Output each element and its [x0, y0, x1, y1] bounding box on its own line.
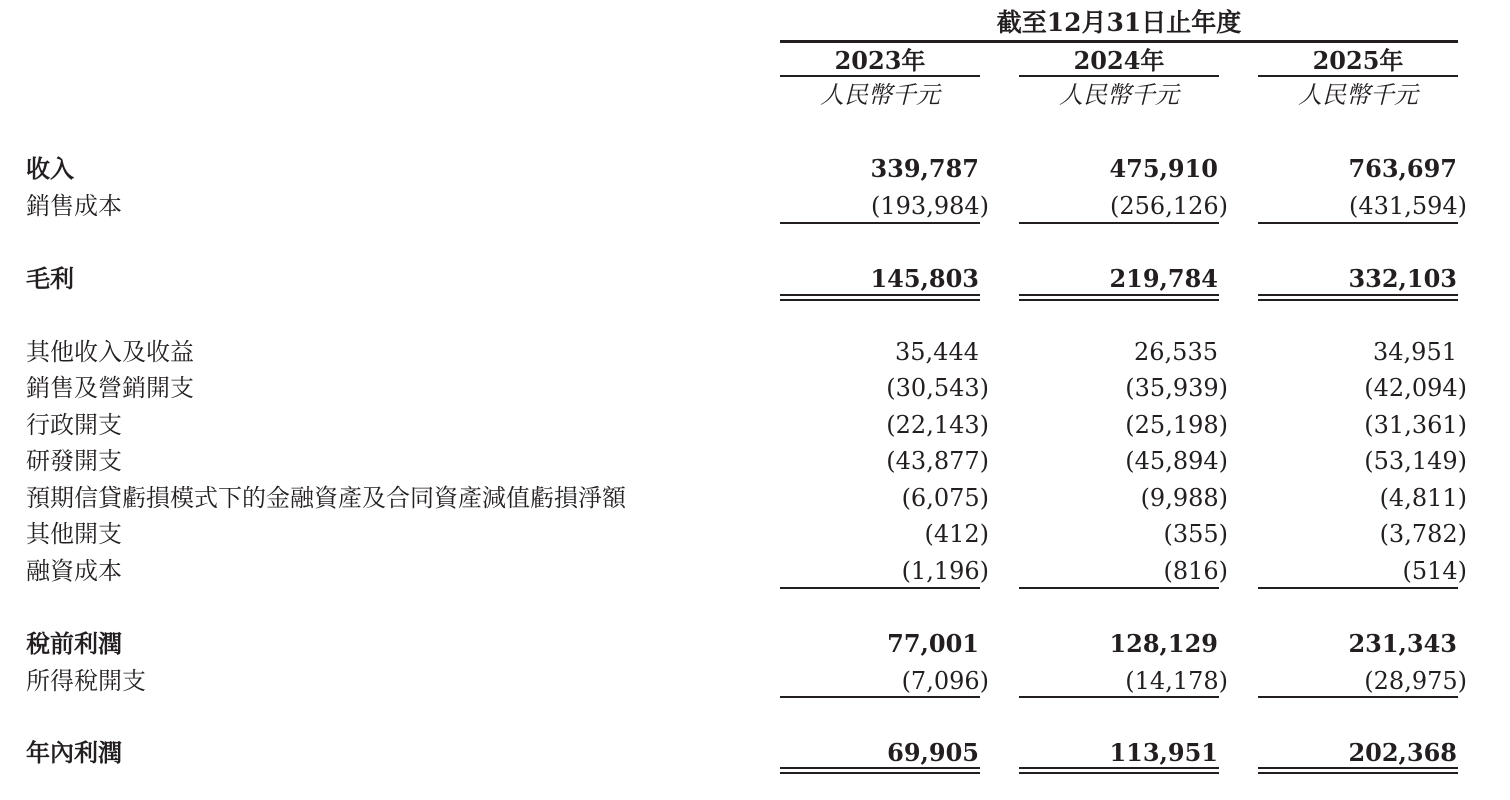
row-label: 研發開支 [26, 447, 122, 475]
row-value-2025: 34,951 [1373, 338, 1457, 366]
row-value-2025: (31,361) [1364, 411, 1467, 439]
row-value-2023: 339,787 [870, 154, 979, 183]
row-value-2025: 763,697 [1348, 154, 1457, 183]
row-value-2024: 475,910 [1109, 154, 1218, 183]
subtotal-rule [780, 696, 980, 698]
row-value-2024: 219,784 [1109, 264, 1218, 293]
row-value-2024: (256,126) [1110, 192, 1228, 220]
row-value-2024: (25,198) [1125, 411, 1228, 439]
subtotal-rule [1258, 696, 1458, 698]
subtotal-rule [1019, 587, 1219, 589]
row-value-2024: (14,178) [1125, 667, 1228, 695]
total-double-rule [1258, 294, 1458, 301]
period-header: 截至12月31日止年度 [996, 8, 1242, 37]
row-value-2023: (1,196) [901, 557, 989, 585]
row-value-2024: (355) [1163, 520, 1228, 548]
row-label: 行政開支 [26, 411, 122, 439]
total-double-rule [1019, 767, 1219, 774]
row-value-2023: 69,905 [887, 738, 979, 767]
row-value-2024: (9,988) [1140, 484, 1228, 512]
subtotal-rule [1019, 696, 1219, 698]
row-value-2025: (28,975) [1364, 667, 1467, 695]
row-value-2023: (43,877) [886, 447, 989, 475]
row-value-2025: 202,368 [1348, 738, 1457, 767]
row-label: 其他收入及收益 [26, 338, 194, 366]
row-value-2025: (53,149) [1364, 447, 1467, 475]
row-value-2025: (3,782) [1379, 520, 1467, 548]
row-value-2023: (30,543) [886, 374, 989, 402]
row-label: 融資成本 [26, 557, 122, 585]
row-value-2024: 128,129 [1109, 629, 1218, 658]
row-label: 毛利 [26, 264, 74, 293]
row-value-2024: (816) [1163, 557, 1228, 585]
row-value-2025: 332,103 [1348, 264, 1457, 293]
total-double-rule [780, 294, 980, 301]
row-value-2023: 145,803 [870, 264, 979, 293]
subtotal-rule [780, 587, 980, 589]
row-label: 預期信貸虧損模式下的金融資產及合同資產減值虧損淨額 [26, 484, 626, 512]
year-header-2023: 2023年 [834, 46, 926, 75]
row-value-2025: 231,343 [1348, 629, 1457, 658]
row-label: 年內利潤 [26, 738, 122, 767]
subtotal-rule [1258, 222, 1458, 224]
row-label: 所得稅開支 [26, 667, 146, 695]
row-value-2025: (431,594) [1349, 192, 1467, 220]
row-value-2023: (7,096) [901, 667, 989, 695]
row-value-2025: (42,094) [1364, 374, 1467, 402]
total-double-rule [1019, 294, 1219, 301]
row-label: 稅前利潤 [26, 629, 122, 658]
year-header-2025: 2025年 [1312, 46, 1404, 75]
row-value-2023: 35,444 [895, 338, 979, 366]
row-label: 其他開支 [26, 520, 122, 548]
row-value-2023: 77,001 [887, 629, 979, 658]
period-underline [780, 40, 1458, 43]
year-header-2024: 2024年 [1073, 46, 1165, 75]
row-value-2024: 113,951 [1109, 738, 1218, 767]
row-value-2024: 26,535 [1134, 338, 1218, 366]
unit-label-2024: 人民幣千元 [1059, 81, 1179, 109]
row-value-2024: (35,939) [1125, 374, 1228, 402]
row-label: 銷售成本 [26, 192, 122, 220]
row-value-2025: (4,811) [1379, 484, 1467, 512]
year-underline-2023 [780, 75, 980, 77]
row-value-2023: (193,984) [871, 192, 989, 220]
row-value-2024: (45,894) [1125, 447, 1228, 475]
unit-label-2025: 人民幣千元 [1298, 81, 1418, 109]
total-double-rule [780, 767, 980, 774]
year-underline-2024 [1019, 75, 1219, 77]
unit-label-2023: 人民幣千元 [820, 81, 940, 109]
subtotal-rule [1019, 222, 1219, 224]
subtotal-rule [1258, 587, 1458, 589]
row-value-2023: (6,075) [901, 484, 989, 512]
subtotal-rule [780, 222, 980, 224]
year-underline-2025 [1258, 75, 1458, 77]
row-label: 銷售及營銷開支 [26, 374, 194, 402]
row-value-2023: (412) [924, 520, 989, 548]
total-double-rule [1258, 767, 1458, 774]
row-value-2025: (514) [1402, 557, 1467, 585]
row-value-2023: (22,143) [886, 411, 989, 439]
row-label: 收入 [26, 154, 74, 183]
